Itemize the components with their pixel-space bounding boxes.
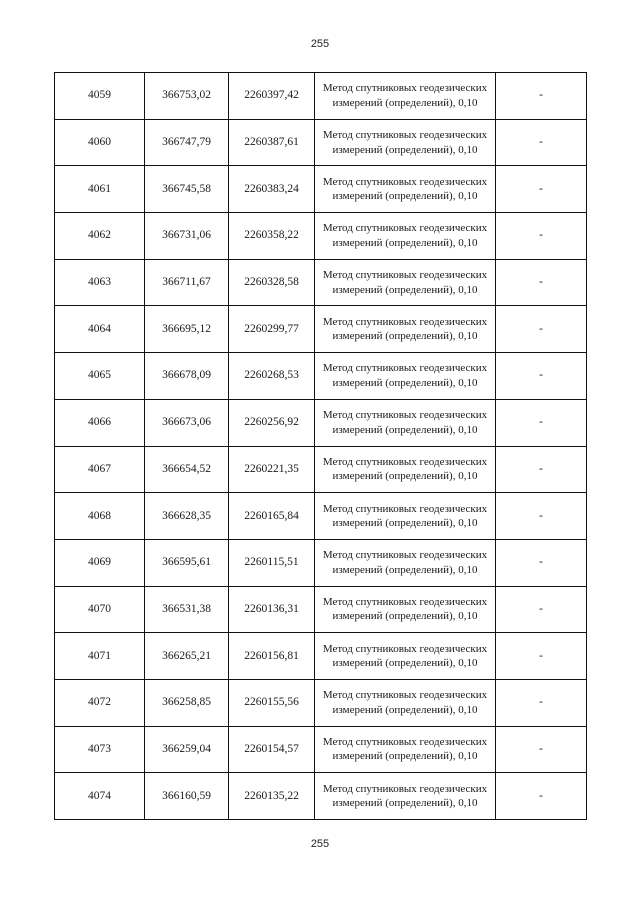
point-number-cell: 4059 [55,73,145,120]
y-coordinate-cell: 2260328,58 [229,259,315,306]
point-number-cell: 4065 [55,353,145,400]
y-coordinate-cell: 2260221,35 [229,446,315,493]
y-coordinate-cell: 2260115,51 [229,539,315,586]
x-coordinate-cell: 366678,09 [145,353,229,400]
table-row [55,493,587,540]
note-cell: - [496,213,587,260]
y-coordinate-cell: 2260268,53 [229,353,315,400]
point-number-cell: 4071 [55,633,145,680]
y-coordinate-cell: 2260155,56 [229,679,315,726]
method-cell: Метод спутниковых геодезических измерений (определений), 0,10 [315,213,496,260]
method-cell: Метод спутниковых геодезических измерений (определений), 0,10 [315,586,496,633]
note-cell: - [496,166,587,213]
y-coordinate-cell: 2260156,81 [229,633,315,680]
method-cell: Метод спутниковых геодезических измерений (определений), 0,10 [315,773,496,820]
x-coordinate-cell: 366711,67 [145,259,229,306]
x-coordinate-cell: 366747,79 [145,119,229,166]
note-cell: - [496,679,587,726]
table-row [55,213,587,260]
point-number-cell: 4073 [55,726,145,773]
x-coordinate-cell: 366265,21 [145,633,229,680]
table-row [55,259,587,306]
x-coordinate-cell: 366731,06 [145,213,229,260]
x-coordinate-cell: 366531,38 [145,586,229,633]
page-number-top: 255 [310,38,330,50]
method-cell: Метод спутниковых геодезических измерений (определений), 0,10 [315,353,496,400]
table-row [55,679,587,726]
y-coordinate-cell: 2260165,84 [229,493,315,540]
note-cell: - [496,353,587,400]
method-cell: Метод спутниковых геодезических измерений (определений), 0,10 [315,633,496,680]
x-coordinate-cell: 366160,59 [145,773,229,820]
table-row [55,633,587,680]
page-number-bottom: 255 [310,838,330,850]
x-coordinate-cell: 366628,35 [145,493,229,540]
method-cell: Метод спутниковых геодезических измерений (определений), 0,10 [315,679,496,726]
note-cell: - [496,73,587,120]
point-number-cell: 4062 [55,213,145,260]
point-number-cell: 4072 [55,679,145,726]
method-cell: Метод спутниковых геодезических измерений (определений), 0,10 [315,119,496,166]
x-coordinate-cell: 366258,85 [145,679,229,726]
note-cell: - [496,773,587,820]
note-cell: - [496,493,587,540]
table-row [55,353,587,400]
y-coordinate-cell: 2260387,61 [229,119,315,166]
point-number-cell: 4074 [55,773,145,820]
y-coordinate-cell: 2260256,92 [229,399,315,446]
point-number-cell: 4069 [55,539,145,586]
note-cell: - [496,306,587,353]
table-row [55,446,587,493]
point-number-cell: 4068 [55,493,145,540]
y-coordinate-cell: 2260358,22 [229,213,315,260]
table-row [55,586,587,633]
y-coordinate-cell: 2260135,22 [229,773,315,820]
note-cell: - [496,399,587,446]
table-row [55,119,587,166]
point-number-cell: 4066 [55,399,145,446]
y-coordinate-cell: 2260136,31 [229,586,315,633]
point-number-cell: 4064 [55,306,145,353]
y-coordinate-cell: 2260299,77 [229,306,315,353]
table-row [55,726,587,773]
x-coordinate-cell: 366745,58 [145,166,229,213]
table-row [55,306,587,353]
x-coordinate-cell: 366753,02 [145,73,229,120]
x-coordinate-cell: 366695,12 [145,306,229,353]
note-cell: - [496,726,587,773]
note-cell: - [496,119,587,166]
point-number-cell: 4063 [55,259,145,306]
x-coordinate-cell: 366259,04 [145,726,229,773]
point-number-cell: 4061 [55,166,145,213]
method-cell: Метод спутниковых геодезических измерений (определений), 0,10 [315,446,496,493]
note-cell: - [496,586,587,633]
x-coordinate-cell: 366595,61 [145,539,229,586]
y-coordinate-cell: 2260397,42 [229,73,315,120]
method-cell: Метод спутниковых геодезических измерений (определений), 0,10 [315,259,496,306]
method-cell: Метод спутниковых геодезических измерений (определений), 0,10 [315,539,496,586]
method-cell: Метод спутниковых геодезических измерений (определений), 0,10 [315,306,496,353]
method-cell: Метод спутниковых геодезических измерений (определений), 0,10 [315,73,496,120]
method-cell: Метод спутниковых геодезических измерений (определений), 0,10 [315,493,496,540]
method-cell: Метод спутниковых геодезических измерений (определений), 0,10 [315,166,496,213]
y-coordinate-cell: 2260383,24 [229,166,315,213]
table-row [55,773,587,820]
method-cell: Метод спутниковых геодезических измерений (определений), 0,10 [315,399,496,446]
x-coordinate-cell: 366673,06 [145,399,229,446]
table-row [55,399,587,446]
table-row [55,166,587,213]
note-cell: - [496,633,587,680]
note-cell: - [496,446,587,493]
x-coordinate-cell: 366654,52 [145,446,229,493]
table-row [55,539,587,586]
table-row [55,73,587,120]
y-coordinate-cell: 2260154,57 [229,726,315,773]
coordinates-table [54,72,587,820]
note-cell: - [496,539,587,586]
note-cell: - [496,259,587,306]
point-number-cell: 4060 [55,119,145,166]
point-number-cell: 4070 [55,586,145,633]
point-number-cell: 4067 [55,446,145,493]
method-cell: Метод спутниковых геодезических измерений (определений), 0,10 [315,726,496,773]
